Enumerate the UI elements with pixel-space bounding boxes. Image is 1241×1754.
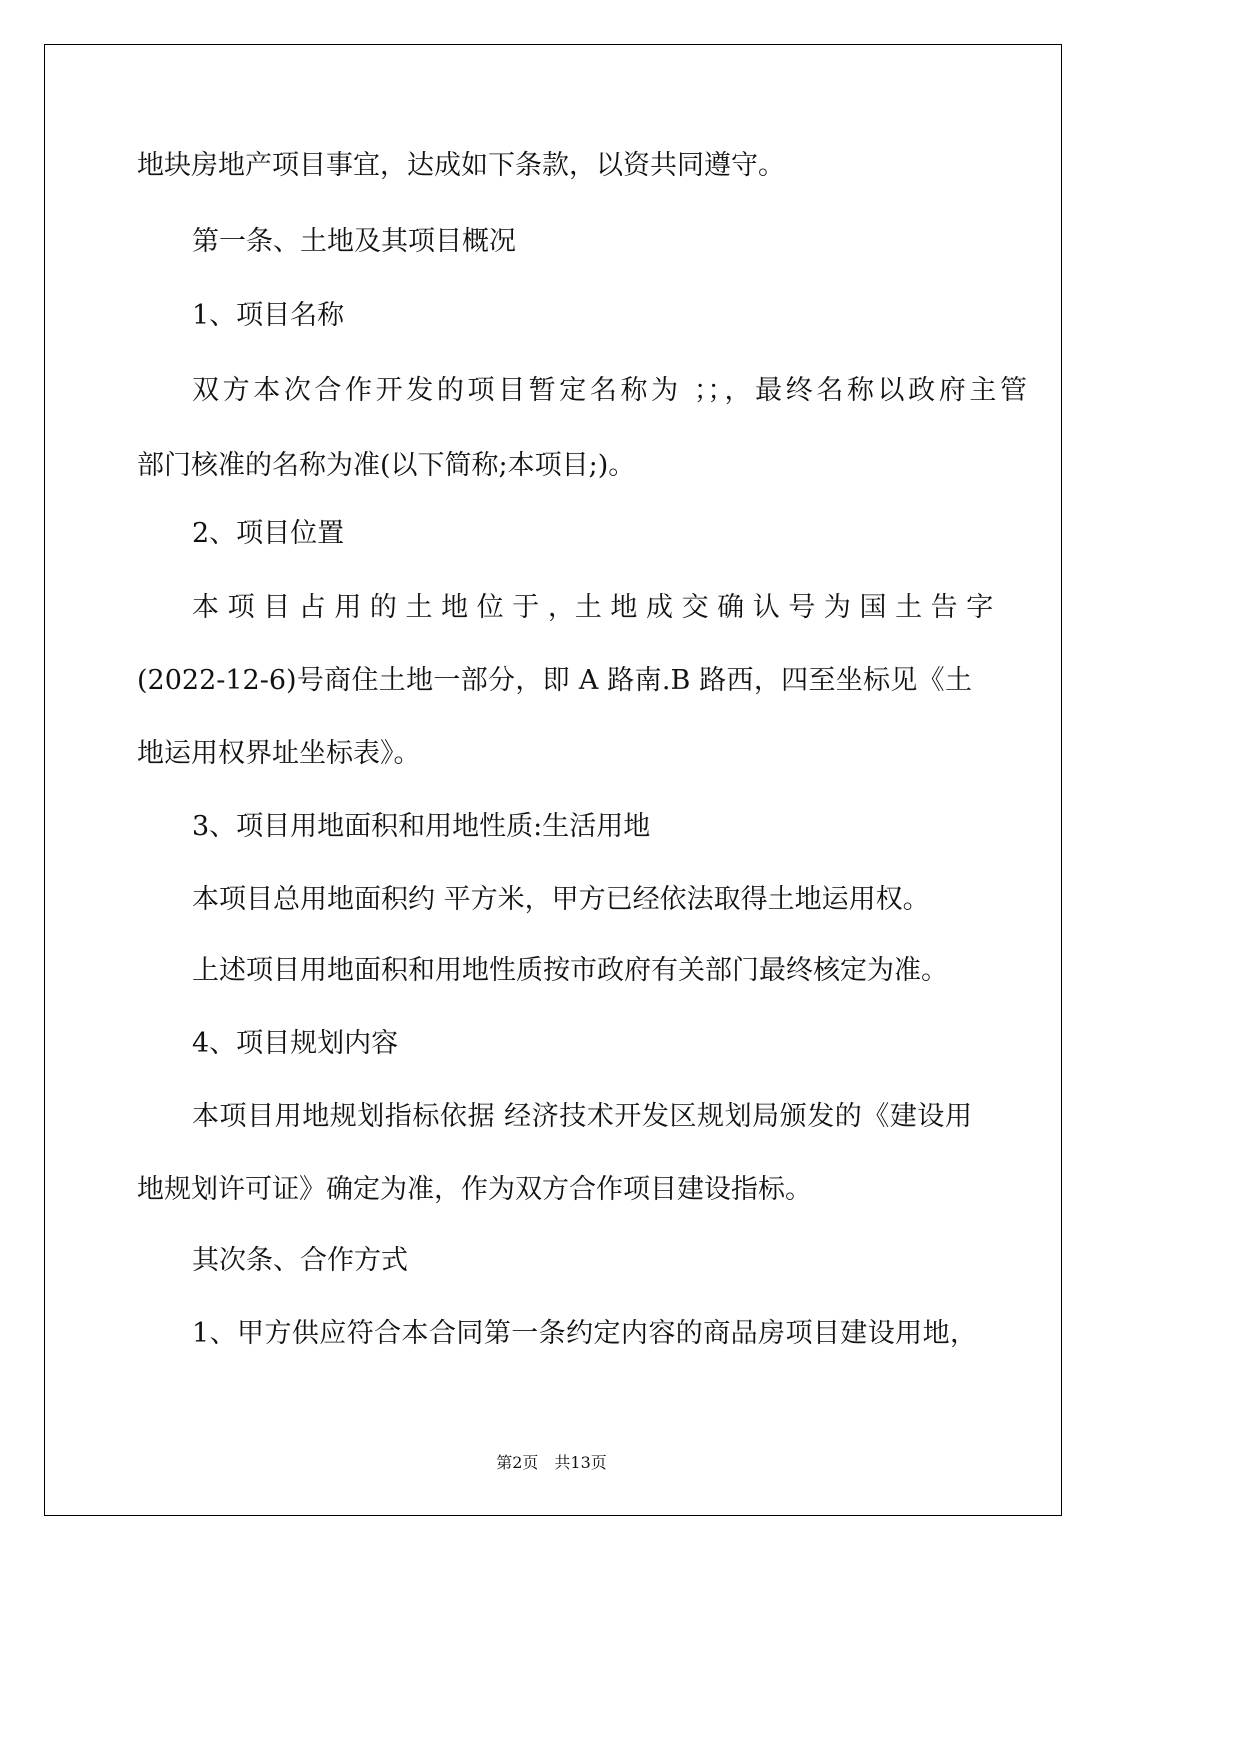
section-heading: 第一条、土地及其项目概况: [192, 226, 516, 257]
text-line: 双方本次合作开发的项目暂定名称为 ；；，最终名称以政府主管: [192, 375, 1027, 406]
text-line: 1、甲方供应符合本合同第一条约定内容的商品房项目建设用地，: [192, 1318, 977, 1349]
text-line: 部门核准的名称为准(以下简称;本项目;)。: [137, 450, 636, 481]
text-line: 本项目总用地面积约 平方米，甲方已经依法取得土地运用权。: [192, 884, 930, 915]
page-number: 第2页 共13页: [496, 1453, 607, 1472]
subsection-heading: 1、项目名称: [192, 300, 345, 331]
section-heading: 其次条、合作方式: [192, 1245, 408, 1276]
subsection-heading: 4、项目规划内容: [192, 1028, 399, 1059]
text-line: 本项目用地规划指标依据 经济技术开发区规划局颁发的《建设用: [192, 1101, 972, 1132]
text-line: 本 项 目 占 用 的 土 地 位 于 ，土 地 成 交 确 认 号 为 国 土 告 字: [192, 592, 994, 623]
text-line: 地规划许可证》确定为准，作为双方合作项目建设指标。: [137, 1174, 812, 1205]
subsection-heading: 3、项目用地面积和用地性质:生活用地: [192, 811, 651, 842]
text-line: 地运用权界址坐标表》。: [137, 738, 421, 769]
page-border: [44, 44, 1062, 1516]
text-line: 地块房地产项目事宜，达成如下条款，以资共同遵守。: [137, 150, 785, 181]
text-line: (2022-12-6)号商住土地一部分，即 A 路南.B 路西，四至坐标见《土: [137, 665, 972, 696]
text-line: 上述项目用地面积和用地性质按市政府有关部门最终核定为准。: [192, 955, 948, 986]
subsection-heading: 2、项目位置: [192, 518, 345, 549]
